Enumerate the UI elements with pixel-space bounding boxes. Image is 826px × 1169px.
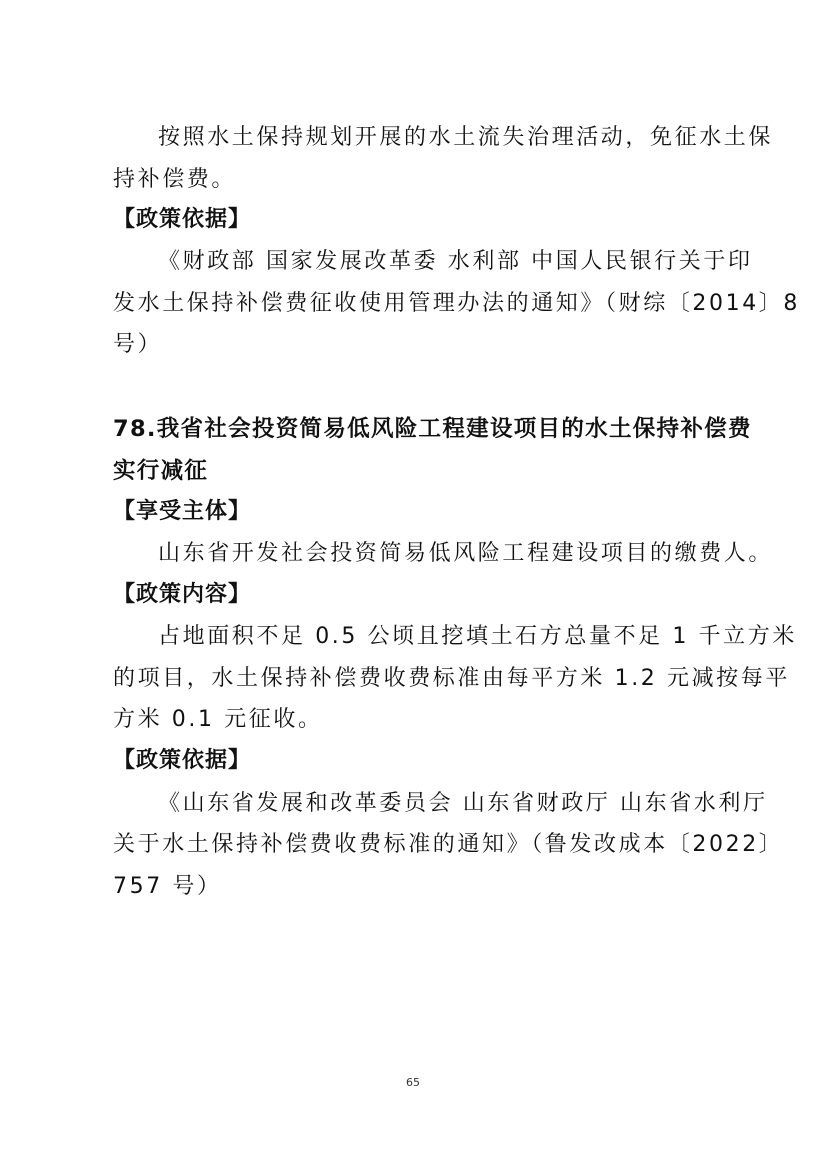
- policy-basis-heading: 【政策依据】: [113, 207, 252, 232]
- beneficiary-heading: 【享受主体】: [113, 499, 252, 524]
- basis-line: 发水土保持补偿费征收使用管理办法的通知》（财综〔2014〕8: [113, 291, 800, 316]
- basis-line: 《山东省发展和改革委员会 山东省财政厅 山东省水利厅: [158, 791, 768, 816]
- beneficiary-text: 山东省开发社会投资简易低风险工程建设项目的缴费人。: [158, 541, 774, 566]
- basis-line: 号）: [113, 332, 163, 357]
- content-line: 的项目，水土保持补偿费收费标准由每平方米 1.2 元减按每平: [113, 666, 790, 691]
- paragraph-line: 持补偿费。: [113, 167, 237, 192]
- paragraph-line: 按照水土保持规划开展的水土流失治理活动，免征水土保: [158, 125, 774, 150]
- basis-line: 《财政部 国家发展改革委 水利部 中国人民银行关于印: [158, 249, 753, 274]
- content-line: 占地面积不足 0.5 公顷且挖填土石方总量不足 1 千立方米: [158, 624, 797, 649]
- item-title: 78.我省社会投资简易低风险工程建设项目的水土保持补偿费: [113, 416, 752, 442]
- content-line: 方米 0.1 元征收。: [113, 707, 323, 732]
- basis-line: 757 号）: [113, 874, 222, 899]
- policy-basis-heading: 【政策依据】: [113, 748, 252, 773]
- policy-content-heading: 【政策内容】: [113, 582, 252, 607]
- basis-line: 关于水土保持补偿费收费标准的通知》（鲁发改成本〔2022〕: [113, 832, 784, 857]
- page-number: 65: [406, 1076, 420, 1089]
- item-title: 实行减征: [113, 458, 209, 484]
